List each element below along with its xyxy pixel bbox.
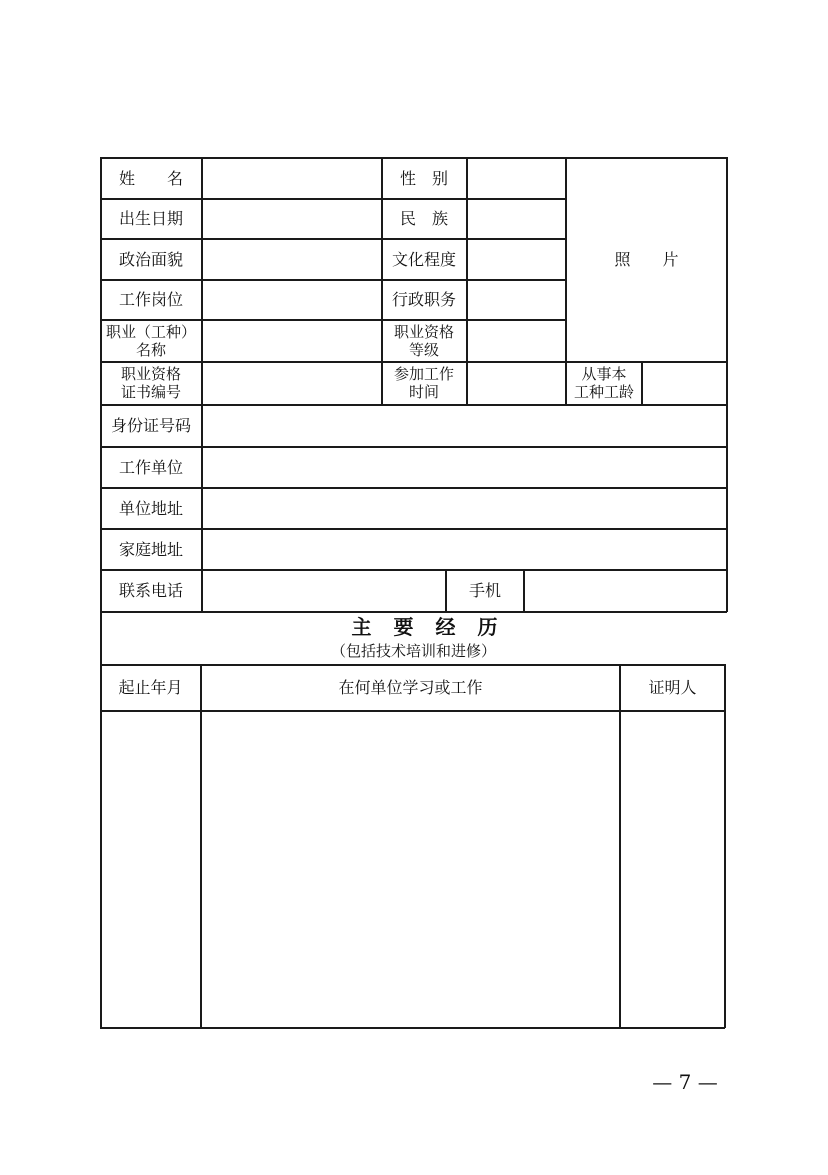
certificate-no-field[interactable] (203, 362, 381, 404)
ethnicity-field[interactable] (468, 199, 565, 238)
id-number-label: 身份证号码 (110, 416, 191, 435)
where-column-header: 在何单位学习或工作 (338, 678, 483, 697)
job-position-field[interactable] (203, 280, 381, 319)
work-start-time-label: 参加工作 时间 (393, 365, 454, 401)
work-unit-label: 工作单位 (118, 457, 183, 477)
ethnicity-label: 民 族 (399, 209, 448, 228)
mobile-label: 手机 (468, 581, 501, 600)
photo-box[interactable]: 照 片 (614, 250, 679, 269)
certificate-no-label: 职业资格 证书编号 (120, 365, 181, 401)
job-position-label: 工作岗位 (118, 290, 183, 309)
birth-date-label: 出生日期 (118, 209, 183, 228)
occupation-name-field[interactable] (203, 320, 381, 361)
birth-date-field[interactable] (203, 199, 381, 238)
education-field[interactable] (468, 239, 565, 279)
admin-post-label: 行政职务 (391, 290, 456, 309)
phone-label: 联系电话 (118, 581, 183, 600)
admin-post-field[interactable] (468, 280, 565, 319)
mobile-field[interactable] (525, 570, 726, 611)
home-address-field[interactable] (203, 529, 726, 569)
witness-column-body[interactable] (621, 712, 724, 1027)
witness-column-header: 证明人 (648, 678, 697, 697)
qualification-level-label: 职业资格 等级 (393, 322, 454, 359)
gender-label: 性 别 (399, 168, 448, 188)
home-address-label: 家庭地址 (118, 539, 183, 559)
period-column-header: 起止年月 (118, 678, 183, 697)
political-status-label: 政治面貌 (118, 249, 183, 269)
where-column-body[interactable] (202, 712, 619, 1027)
name-field[interactable] (203, 158, 381, 198)
experience-subtitle: （包括技术培训和进修） (330, 641, 496, 660)
name-label: 姓 名 (118, 168, 183, 188)
gender-field[interactable] (468, 158, 565, 198)
unit-address-label: 单位地址 (118, 498, 183, 518)
id-number-field[interactable] (203, 405, 726, 446)
work-start-time-field[interactable] (468, 362, 565, 404)
qualification-level-field[interactable] (468, 320, 565, 361)
page-number: — 7 — (652, 1070, 718, 1094)
political-status-field[interactable] (203, 239, 381, 279)
trade-seniority-field[interactable] (643, 362, 726, 404)
work-unit-field[interactable] (203, 447, 726, 487)
trade-seniority-label: 从事本 工种工龄 (573, 365, 634, 401)
occupation-name-label: 职业（工种） 名称 (105, 322, 196, 359)
unit-address-field[interactable] (203, 488, 726, 528)
period-column-body[interactable] (101, 712, 200, 1027)
education-label: 文化程度 (391, 249, 456, 269)
experience-title: 主要经历 (351, 614, 520, 639)
phone-field[interactable] (203, 570, 445, 611)
